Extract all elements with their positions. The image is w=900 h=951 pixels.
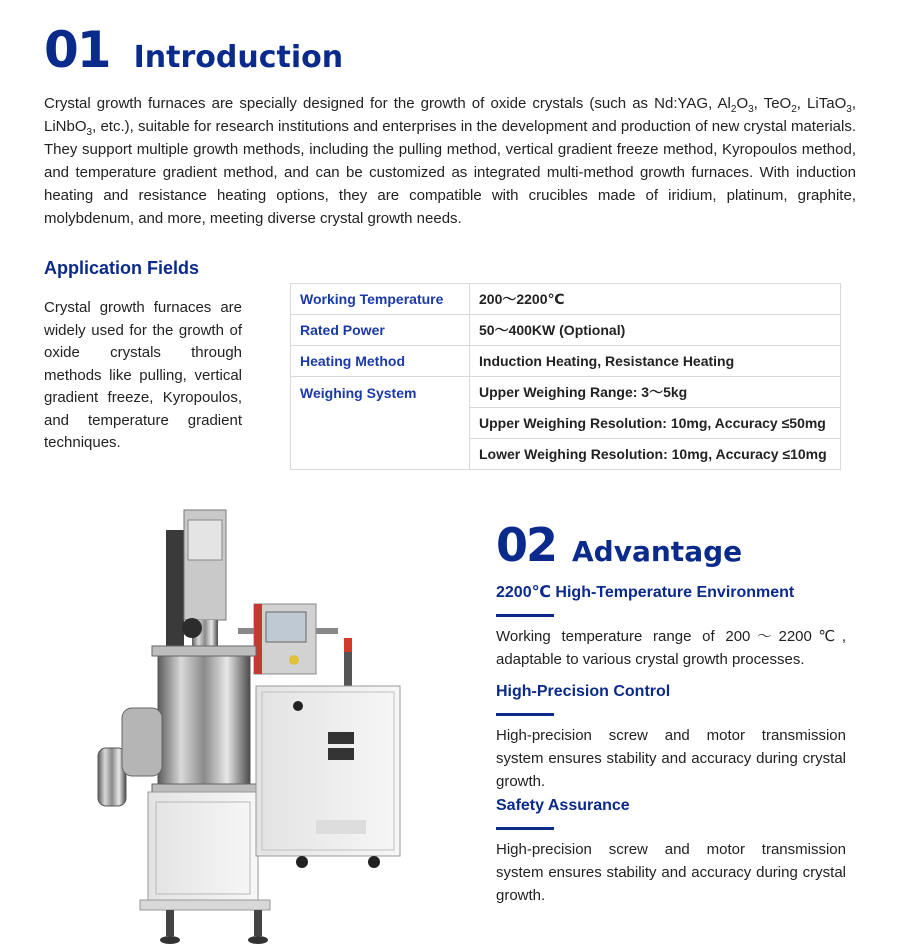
title-underline — [496, 713, 554, 716]
logo-mark — [293, 701, 303, 711]
table-row — [291, 346, 841, 377]
advantage-title: 2200℃ High-Temperature Environment — [496, 584, 795, 601]
chamber-flange — [152, 646, 256, 656]
subscript: 3 — [86, 127, 93, 138]
spec-label: Rated Power — [291, 315, 470, 346]
specs-table — [290, 283, 841, 470]
application-fields-text: Crystal growth furnaces are widely used for the growth of oxide crystals through methods like pulling, vertical gradient freeze, Kyropoulos, and temperature gradient techniques. — [44, 299, 242, 451]
advantage-title: Safety Assurance — [496, 797, 630, 814]
advantage-description: High-precision screw and motor transmission system ensures stability and accuracy during crystal growth. — [496, 727, 846, 790]
introduction-section — [44, 22, 856, 230]
intro-text: , etc.), suitable for research institutions and enterprises in the development and production of new crystal materials. They support multiple growth methods, including the pulling method, vertical gradient freeze method, Kyropoulos method, and temperature gradient method, and can be customized as integrated multi-method growth furnaces. With induction heating and resistance heating options, they are compatible with crucibles made of iridium, platinum, graphite, molybdenum, and more, meeting diverse crystal growth needs. — [44, 118, 856, 227]
advantage-section — [496, 518, 846, 907]
spec-value: 200～2200℃ — [470, 284, 841, 315]
spec-value: Upper Weighing Range: 3～5kg — [470, 377, 841, 408]
spec-value: Induction Heating, Resistance Heating — [470, 346, 841, 377]
title-underline — [496, 614, 554, 617]
intro-paragraph — [44, 92, 856, 230]
advantage-description: Working temperature range of 200～2200℃, adaptable to various crystal growth processes. — [496, 628, 846, 668]
button-icon — [289, 655, 299, 665]
application-fields-title: Application Fields — [44, 258, 200, 278]
advantage-description: High-precision screw and motor transmission system ensures stability and accuracy during crystal growth. — [496, 841, 846, 904]
table-row — [291, 377, 841, 408]
signal-light — [344, 638, 352, 652]
foot — [254, 910, 262, 936]
intro-text: Crystal growth furnaces are specially designed for the growth of oxide crystals (such as Nd:YAG, Al — [44, 95, 731, 112]
chamber-flange — [152, 784, 256, 792]
section-title: Introduction — [133, 40, 344, 75]
gauge-icon — [182, 618, 202, 638]
table-row — [291, 284, 841, 315]
subscript: 2 — [791, 104, 797, 115]
panel-side — [254, 604, 262, 674]
caster-wheel — [368, 856, 380, 868]
foot — [160, 936, 180, 944]
table-row — [291, 315, 841, 346]
advantage-title: High-Precision Control — [496, 683, 671, 700]
spec-label: Weighing System — [291, 377, 470, 470]
section-number: 02 — [496, 518, 557, 572]
spec-value: 50～400KW (Optional) — [470, 315, 841, 346]
spec-label: Heating Method — [291, 346, 470, 377]
label-plate — [316, 820, 366, 834]
spec-value: Upper Weighing Resolution: 10mg, Accuracy ≤50mg — [470, 408, 841, 439]
intro-text: O — [736, 95, 749, 112]
subscript: 2 — [730, 104, 737, 115]
spec-value: Lower Weighing Resolution: 10mg, Accuracy ≤10mg — [470, 439, 841, 470]
spec-label: Working Temperature — [291, 284, 470, 315]
section-title: Advantage — [572, 535, 743, 568]
section-number: 01 — [44, 21, 110, 79]
caster-wheel — [296, 856, 308, 868]
crystal-growth-furnace-image — [78, 500, 430, 951]
title-underline — [496, 827, 554, 830]
column-shape — [188, 520, 222, 560]
intro-text: , LiTaO — [796, 95, 847, 112]
intro-text: , TeO — [753, 95, 792, 112]
pump-shape — [122, 708, 162, 776]
touch-screen — [266, 612, 306, 642]
foot — [248, 936, 268, 944]
advantage-heading — [496, 518, 846, 572]
meter-icon — [328, 732, 354, 744]
advantage-item — [496, 582, 846, 671]
subscript: 3 — [748, 104, 754, 115]
furnace-chamber — [158, 650, 250, 790]
foot — [166, 910, 174, 936]
introduction-heading — [44, 22, 856, 78]
advantage-item — [496, 683, 846, 793]
advantage-item — [496, 797, 846, 907]
meter-icon — [328, 748, 354, 760]
subscript: 3 — [846, 104, 852, 115]
lower-cabinet — [148, 792, 258, 902]
base-frame — [140, 900, 270, 910]
intro-text: , LiNbO — [44, 95, 856, 135]
